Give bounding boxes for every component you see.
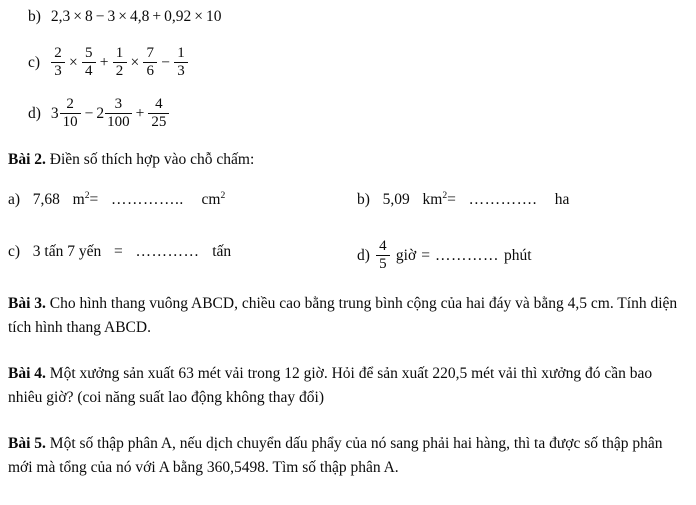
fraction-numerator: 5 [85, 45, 93, 61]
fraction-denominator: 4 [85, 63, 93, 79]
fraction-denominator: 6 [146, 63, 155, 79]
equals-sign: = [421, 246, 430, 264]
fraction-numerator: 1 [177, 45, 185, 61]
fraction [174, 46, 188, 79]
operator: + [152, 8, 162, 25]
item-label-d: d) [28, 104, 41, 122]
quantity-text: 3 tấn 7 yến [32, 243, 102, 260]
expression-row-d [28, 97, 170, 130]
expression-row-b [28, 8, 222, 26]
item-label-d: d) [357, 246, 370, 264]
operand: 3 [107, 8, 116, 25]
exercise-3-body: Cho hình thang vuông ABCD, chiều cao bằng trung bình cộng của hai đáy và bằng 4,5 cm. Tính diện tích hình thang ABCD. [8, 295, 678, 336]
operator: × [194, 8, 204, 25]
exercise-5-label: Bài 5. [8, 435, 46, 452]
fraction-numerator: 7 [146, 45, 155, 61]
operator: × [73, 8, 83, 25]
item-label-a: a) [8, 191, 21, 208]
unit-to-exponent: 2 [220, 189, 226, 201]
item-label-b: b) [28, 8, 41, 25]
exercise-2-label: Bài 2. [8, 151, 46, 168]
expression-row-c [28, 46, 189, 79]
operand: 8 [85, 8, 93, 25]
fraction [105, 97, 132, 130]
fraction [376, 239, 390, 272]
unit-to: cm [201, 191, 221, 208]
fraction-numerator: 4 [379, 238, 387, 254]
exercise-2-item-b [357, 189, 570, 208]
fraction [51, 46, 65, 79]
operator: + [99, 53, 109, 71]
item-label-c: c) [28, 53, 41, 71]
equals-sign: = [447, 191, 456, 208]
fraction [113, 46, 127, 79]
fraction-numerator: 3 [114, 96, 123, 112]
fraction [60, 97, 81, 130]
exercise-2-heading [8, 152, 254, 168]
fraction-denominator: 2 [115, 63, 124, 79]
unit-to: tấn [212, 243, 232, 260]
fraction-numerator: 4 [155, 96, 163, 112]
operator: × [118, 8, 128, 25]
fraction-denominator: 3 [177, 63, 185, 79]
mixed-whole-part: 2 [96, 104, 105, 122]
exercise-3-label: Bài 3. [8, 295, 46, 312]
unit-from-exponent: 2 [84, 189, 90, 201]
exercise-5-body: Một số thập phân A, nếu dịch chuyển dấu phẩy của nó sang phải hai hàng, thì ta được số thập phân mới mà tổng của nó với A bằng 360,5498. Tìm số thập phân A. [8, 435, 663, 476]
operand: 2,3 [50, 8, 71, 25]
equals-sign: = [89, 191, 99, 208]
unit-from: giờ [395, 246, 417, 264]
unit-from-exponent: 2 [442, 189, 448, 201]
exercise-4-label: Bài 4. [8, 365, 46, 382]
quantity-value: 5,09 [382, 191, 410, 208]
mixed-whole-part: 3 [50, 104, 59, 122]
answer-blank[interactable]: ………… [434, 246, 499, 264]
answer-blank[interactable]: ………….. [111, 191, 184, 208]
operand: 0,92 [164, 8, 192, 25]
unit-from: m [72, 191, 85, 208]
item-label-c: c) [8, 243, 21, 260]
operator: − [95, 8, 105, 25]
operator: − [161, 53, 171, 71]
exercise-2-item-c [8, 244, 231, 260]
fraction-numerator: 2 [66, 96, 74, 112]
exercise-4-body: Một xưởng sản xuất 63 mét vải trong 12 giờ. Hỏi để sản xuất 220,5 mét vải thì xưởng đó cần bao nhiêu giờ? (coi năng suất lao động không thay đổi) [8, 365, 653, 406]
unit-from: km [422, 191, 443, 208]
fraction-numerator: 2 [54, 45, 62, 61]
exercise-2-item-a [8, 189, 226, 208]
exercise-2-instruction: Điền số thích hợp vào chỗ chấm: [45, 151, 255, 168]
exercise-3 [8, 292, 684, 339]
fraction-denominator: 5 [379, 256, 387, 272]
operand: 4,8 [130, 8, 150, 25]
answer-blank[interactable]: ………… [135, 243, 200, 260]
fraction-denominator: 100 [107, 114, 130, 130]
operator: + [135, 104, 145, 122]
fraction [82, 46, 96, 79]
unit-to: ha [554, 191, 570, 208]
fraction-numerator: 1 [115, 45, 124, 61]
operand: 10 [206, 8, 222, 25]
fraction-denominator: 10 [62, 114, 78, 130]
exercise-5 [8, 432, 684, 479]
item-label-b: b) [357, 191, 370, 208]
quantity-value: 7,68 [32, 191, 60, 208]
equals-sign: = [114, 243, 123, 260]
operator: − [84, 104, 94, 122]
fraction [148, 97, 169, 130]
exercise-4 [8, 362, 684, 409]
exercise-2-item-d [357, 239, 532, 272]
fraction-denominator: 25 [151, 114, 167, 130]
operator: × [69, 53, 78, 71]
answer-blank[interactable]: …………. [468, 191, 538, 208]
unit-to: phút [503, 246, 532, 264]
operator: × [130, 53, 140, 71]
fraction-denominator: 3 [54, 63, 62, 79]
fraction [143, 46, 157, 79]
